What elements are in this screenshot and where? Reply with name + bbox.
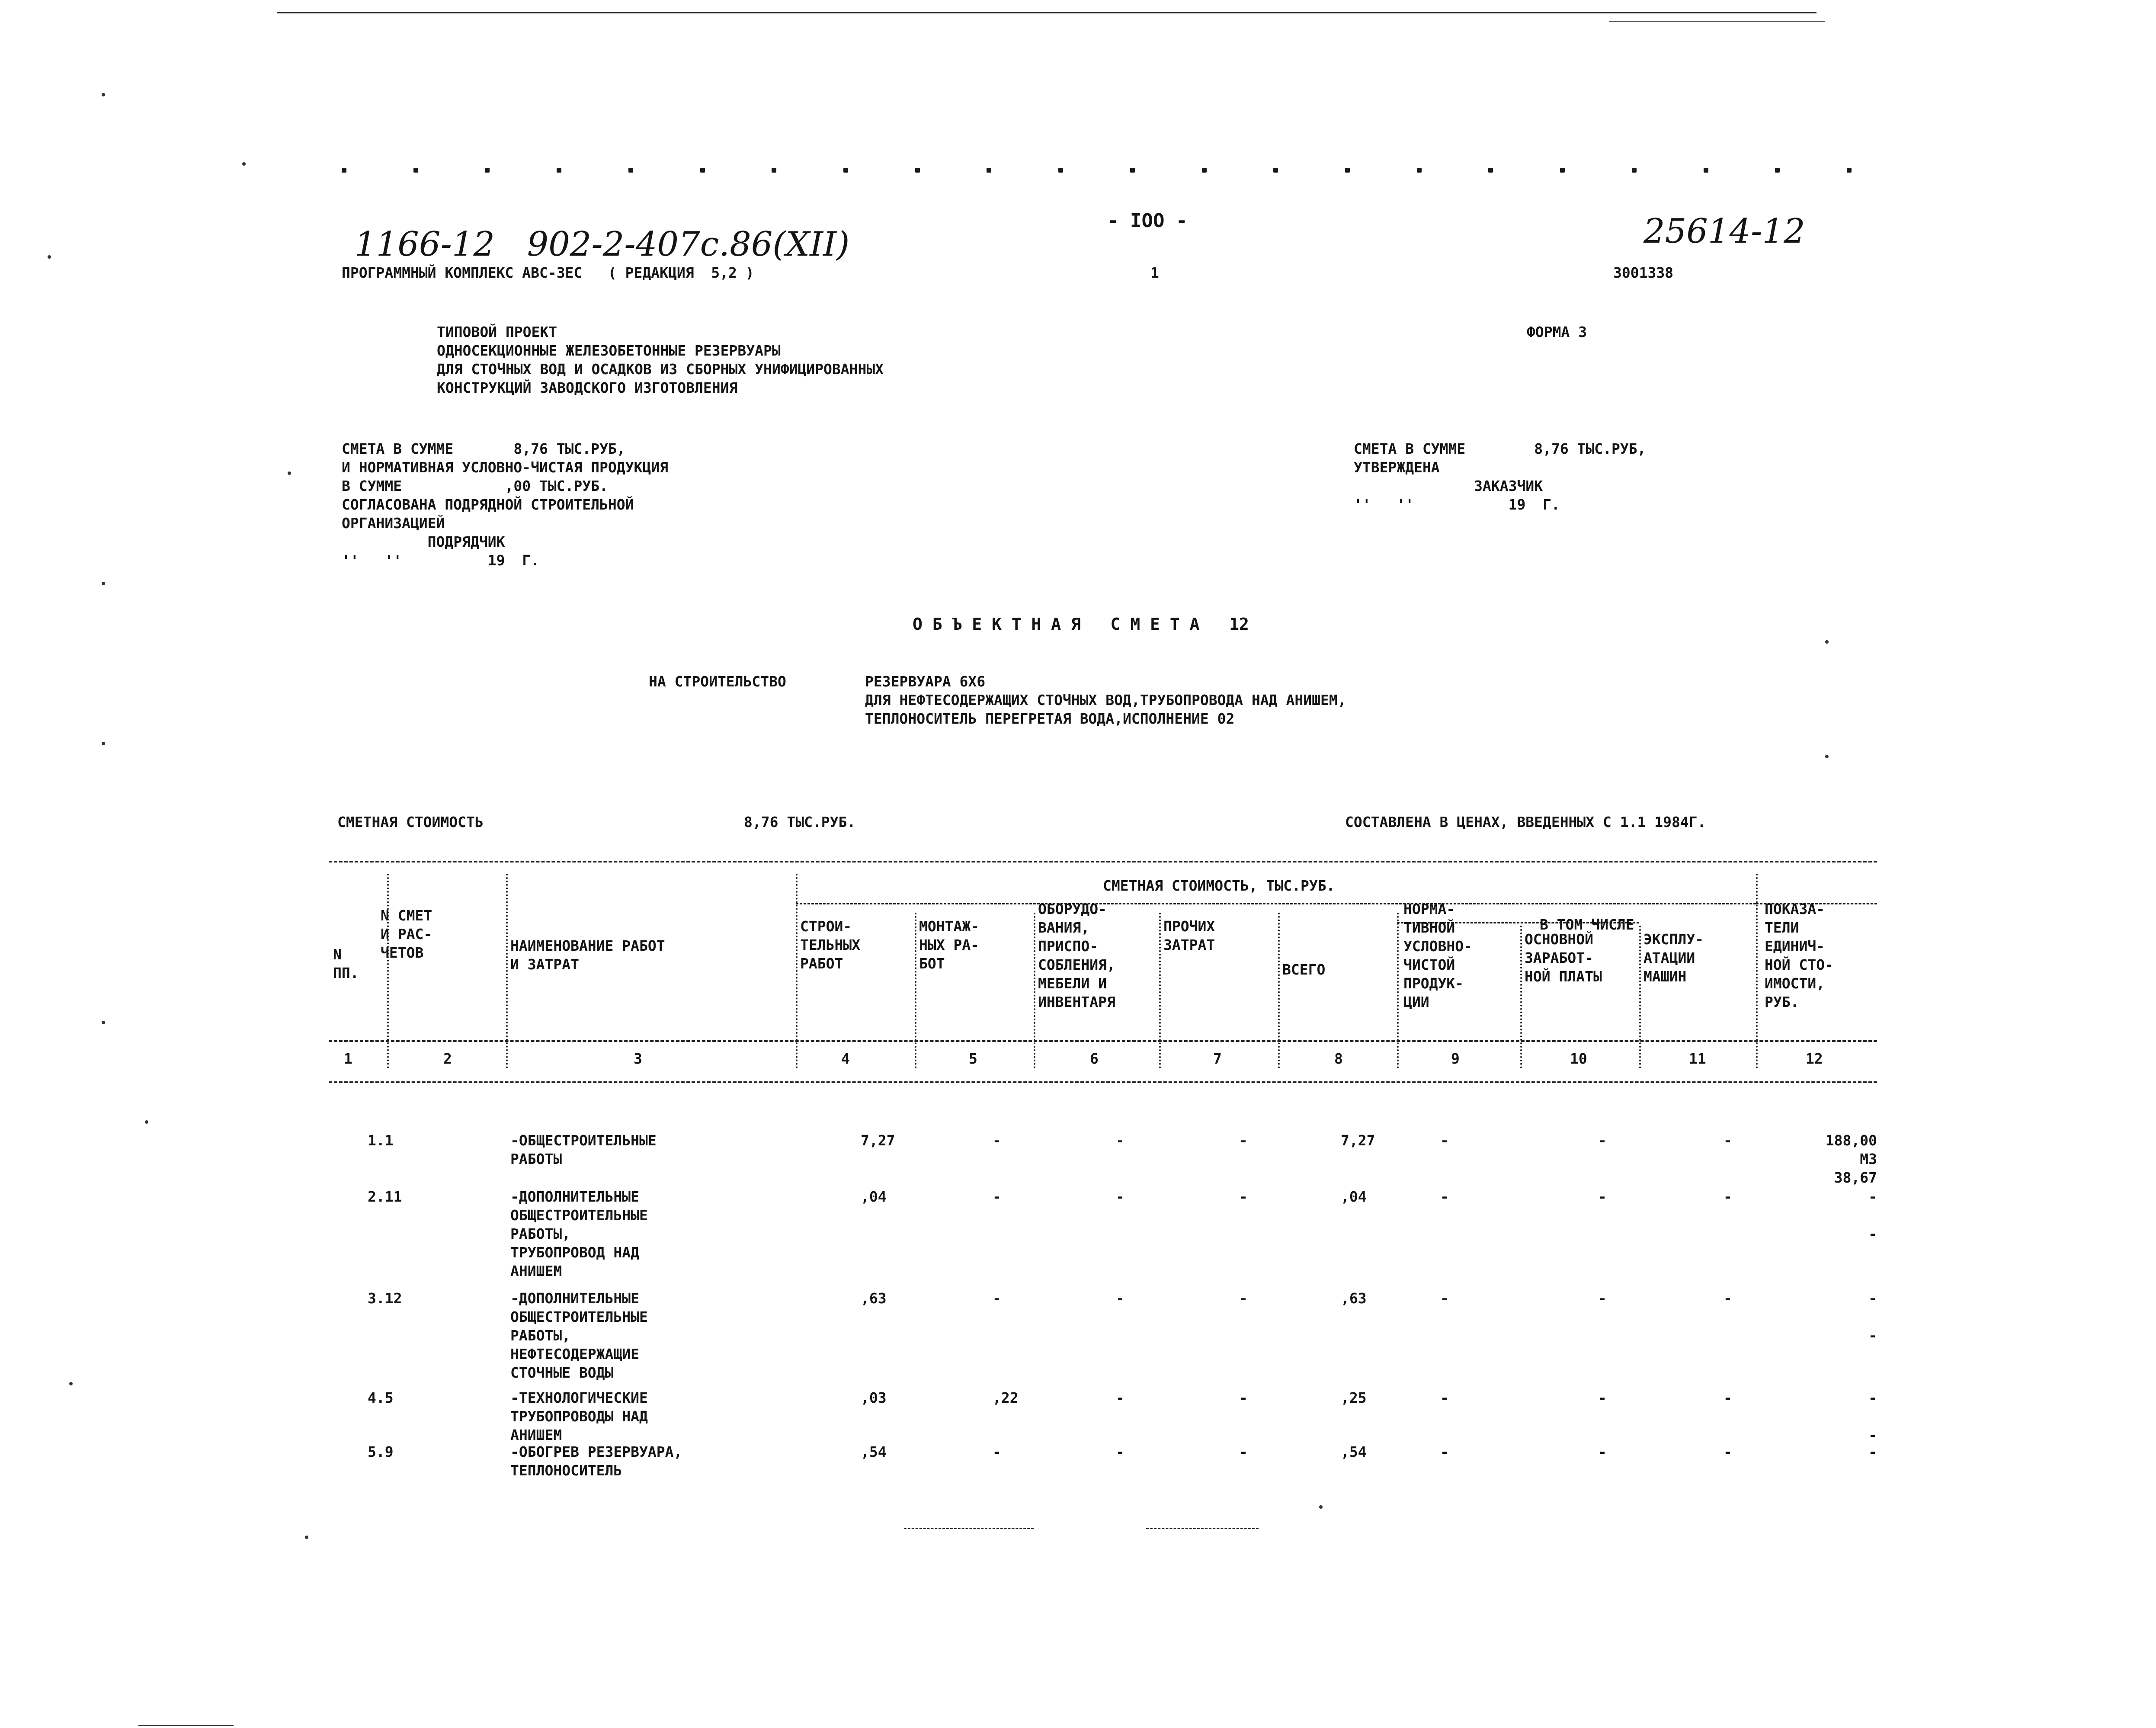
column-header: ОБОРУДО- ВАНИЯ, ПРИСПО- СОБЛЕНИЯ, МЕБЕЛИ И ИНВЕНТАРЯ bbox=[1038, 901, 1115, 1010]
document-title: О Б Ъ Е К Т Н А Я С М Е Т А 12 bbox=[913, 615, 1249, 634]
scan-speck bbox=[288, 471, 291, 475]
footer-mark bbox=[1146, 1528, 1259, 1529]
row-calc-number: 1.1 bbox=[368, 1132, 394, 1149]
perforation-dot bbox=[1345, 168, 1350, 173]
row-work-name: -ДОПОЛНИТЕЛЬНЫЕ ОБЩЕСТРОИТЕЛЬНЫЕ РАБОТЫ, ТРУБОПРОВОД НАД АНИШЕМ bbox=[510, 1188, 648, 1279]
column-header: ПРОЧИХ ЗАТРАТ bbox=[1163, 918, 1215, 953]
column-number: 1 bbox=[344, 1050, 352, 1067]
row-work-name: -ТЕХНОЛОГИЧЕСКИЕ ТРУБОПРОВОДЫ НАД АНИШЕМ bbox=[510, 1389, 648, 1443]
column-header: МОНТАЖ- НЫХ РА- БОТ bbox=[919, 918, 980, 972]
column-header: ЭКСПЛУ- АТАЦИИ МАШИН bbox=[1643, 931, 1704, 985]
column-header: ПОКАЗА- ТЕЛИ ЕДИНИЧ- НОЙ СТО- ИМОСТИ, РУБ. bbox=[1765, 901, 1833, 1010]
row-equipment-cost: - bbox=[1116, 1290, 1124, 1307]
project-line: ДЛЯ СТОЧНЫХ ВОД И ОСАДКОВ ИЗ СБОРНЫХ УНИФИЦИРОВАННЫХ bbox=[437, 361, 884, 378]
row-total-cost: 7,27 bbox=[1341, 1132, 1375, 1149]
left-block-line: В СУММЕ ,00 ТЫС.РУБ. bbox=[342, 478, 608, 494]
perforation-dot bbox=[557, 168, 561, 173]
row-building-cost: ,63 bbox=[861, 1290, 887, 1307]
left-block-line: '' '' 19 Г. bbox=[342, 552, 539, 569]
row-unit-indicator: - - bbox=[1868, 1290, 1877, 1344]
row-equipment-cost: - bbox=[1116, 1389, 1124, 1406]
perforation-dot bbox=[987, 168, 991, 173]
scan-speck bbox=[102, 1021, 105, 1024]
column-number: 6 bbox=[1090, 1050, 1099, 1067]
row-total-cost: ,25 bbox=[1341, 1389, 1367, 1406]
subtitle-line: РЕЗЕРВУАРА 6Х6 bbox=[865, 673, 986, 690]
column-header: НАИМЕНОВАНИЕ РАБОТ И ЗАТРАТ bbox=[510, 937, 665, 973]
perforation-dot bbox=[485, 168, 490, 173]
row-unit-indicator: - - bbox=[1868, 1389, 1877, 1443]
column-number: 9 bbox=[1451, 1050, 1460, 1067]
project-line: ОДНОСЕКЦИОННЫЕ ЖЕЛЕЗОБЕТОННЫЕ РЕЗЕРВУАРЫ bbox=[437, 342, 781, 359]
scan-speck bbox=[1825, 640, 1829, 644]
left-block-line: И НОРМАТИВНАЯ УСЛОВНО-ЧИСТАЯ ПРОДУКЦИЯ bbox=[342, 459, 668, 476]
row-machine-operation: - bbox=[1724, 1290, 1732, 1307]
subtitle-line: ДЛЯ НЕФТЕСОДЕРЖАЩИХ СТОЧНЫХ ВОД,ТРУБОПРОВОДА НАД АНИШЕМ, bbox=[865, 692, 1346, 709]
row-machine-operation: - bbox=[1724, 1132, 1732, 1149]
row-base-wage: - bbox=[1598, 1132, 1607, 1149]
column-number: 5 bbox=[969, 1050, 977, 1067]
right-block-line: '' '' 19 Г. bbox=[1354, 496, 1560, 513]
handwritten-left-code: 1166-12 902-2-407c.86(XII) bbox=[355, 225, 850, 264]
row-calc-number: 5.9 bbox=[368, 1443, 394, 1460]
perforation-dot bbox=[1488, 168, 1493, 173]
right-block-line: СМЕТА В СУММЕ 8,76 ТЫС.РУБ, bbox=[1354, 440, 1646, 457]
row-unit-indicator: - - bbox=[1868, 1188, 1877, 1242]
row-mounting-cost: - bbox=[993, 1290, 1001, 1307]
column-number: 11 bbox=[1689, 1050, 1706, 1067]
right-block-line: ЗАКАЗЧИК bbox=[1354, 478, 1543, 494]
row-machine-operation: - bbox=[1724, 1443, 1732, 1460]
column-header: СТРОИ- ТЕЛЬНЫХ РАБОТ bbox=[800, 918, 861, 972]
scan-speck bbox=[102, 582, 105, 585]
row-building-cost: 7,27 bbox=[861, 1132, 895, 1149]
scan-speck bbox=[242, 162, 246, 166]
row-work-name: -ДОПОЛНИТЕЛЬНЫЕ ОБЩЕСТРОИТЕЛЬНЫЕ РАБОТЫ, НЕФТЕСОДЕРЖАЩИЕ СТОЧНЫЕ ВОДЫ bbox=[510, 1290, 648, 1381]
cost-label: СМЕТНАЯ СТОИМОСТЬ bbox=[337, 814, 484, 830]
column-header: N СМЕТ И РАС- ЧЕТОВ bbox=[381, 907, 432, 961]
row-mounting-cost: - bbox=[993, 1443, 1001, 1460]
row-total-cost: ,04 bbox=[1341, 1188, 1367, 1205]
scan-speck bbox=[102, 93, 105, 96]
perforation-dot bbox=[1847, 168, 1852, 173]
row-norm-production: - bbox=[1440, 1443, 1449, 1460]
scan-speck bbox=[102, 742, 105, 745]
column-header: НОРМА- ТИВНОЙ УСЛОВНО- ЧИСТОЙ ПРОДУК- ЦИИ bbox=[1403, 901, 1472, 1010]
perforation-dot bbox=[1632, 168, 1637, 173]
perforation-dot bbox=[1775, 168, 1780, 173]
column-separator bbox=[387, 874, 394, 1068]
row-calc-number: 2.11 bbox=[368, 1188, 402, 1205]
table-rule-group bbox=[796, 903, 1756, 904]
column-number: 12 bbox=[1806, 1050, 1823, 1067]
row-calc-number: 3.12 bbox=[368, 1290, 402, 1307]
row-building-cost: ,54 bbox=[861, 1443, 887, 1460]
row-other-cost: - bbox=[1239, 1132, 1248, 1149]
perforation-dot bbox=[1273, 168, 1278, 173]
row-norm-production: - bbox=[1440, 1188, 1449, 1205]
bottom-rule bbox=[138, 1725, 234, 1726]
perforation-dot bbox=[772, 168, 776, 173]
row-other-cost: - bbox=[1239, 1188, 1248, 1205]
top-rule-right bbox=[1609, 21, 1825, 22]
sheet-number: 1 bbox=[1150, 264, 1159, 281]
row-other-cost: - bbox=[1239, 1389, 1248, 1406]
perforation-dot bbox=[700, 168, 705, 173]
row-calc-number: 4.5 bbox=[368, 1389, 394, 1406]
row-work-name: -ОБОГРЕВ РЕЗЕРВУАРА, ТЕПЛОНОСИТЕЛЬ bbox=[510, 1443, 682, 1479]
row-base-wage: - bbox=[1598, 1188, 1607, 1205]
row-other-cost: - bbox=[1239, 1290, 1248, 1307]
row-other-cost: - bbox=[1239, 1443, 1248, 1460]
row-equipment-cost: - bbox=[1116, 1188, 1124, 1205]
column-number: 8 bbox=[1334, 1050, 1343, 1067]
perforation-dot bbox=[1058, 168, 1063, 173]
perforation-dot bbox=[1704, 168, 1708, 173]
table-rule-top bbox=[329, 861, 1877, 862]
row-equipment-cost: - bbox=[1116, 1132, 1124, 1149]
doc-number: 3001338 bbox=[1613, 264, 1674, 281]
perforation-dots bbox=[342, 164, 1860, 176]
scan-speck bbox=[1319, 1505, 1323, 1509]
perforation-dot bbox=[1202, 168, 1207, 173]
column-number: 4 bbox=[841, 1050, 850, 1067]
row-total-cost: ,54 bbox=[1341, 1443, 1367, 1460]
table-rule-numbers-bottom bbox=[329, 1081, 1877, 1083]
scan-speck bbox=[145, 1120, 148, 1124]
handwritten-right-code: 25614-12 bbox=[1643, 212, 1805, 251]
project-line: ТИПОВОЙ ПРОЕКТ bbox=[437, 324, 557, 340]
group-header: СМЕТНАЯ СТОИМОСТЬ, ТЫС.РУБ. bbox=[1103, 877, 1335, 894]
row-building-cost: ,04 bbox=[861, 1188, 887, 1205]
left-block-line: ПОДРЯДЧИК bbox=[342, 533, 505, 550]
row-mounting-cost: - bbox=[993, 1132, 1001, 1149]
scan-speck bbox=[1825, 755, 1829, 758]
perforation-dot bbox=[1417, 168, 1422, 173]
column-separator bbox=[1278, 913, 1285, 1068]
row-total-cost: ,63 bbox=[1341, 1290, 1367, 1307]
cost-value: 8,76 ТЫС.РУБ. bbox=[744, 814, 856, 830]
prices-note: СОСТАВЛЕНА В ЦЕНАХ, ВВЕДЕННЫХ С 1.1 1984Г. bbox=[1345, 814, 1706, 830]
left-block-line: ОРГАНИЗАЦИЕЙ bbox=[342, 515, 445, 532]
row-unit-indicator: - bbox=[1868, 1443, 1877, 1460]
subtitle-lead: НА СТРОИТЕЛЬСТВО bbox=[649, 673, 786, 690]
row-equipment-cost: - bbox=[1116, 1443, 1124, 1460]
row-base-wage: - bbox=[1598, 1443, 1607, 1460]
top-rule bbox=[277, 12, 1816, 13]
form-label: ФОРМА 3 bbox=[1527, 324, 1587, 340]
left-block-line: СОГЛАСОВАНА ПОДРЯДНОЙ СТРОИТЕЛЬНОЙ bbox=[342, 496, 634, 513]
perforation-dot bbox=[1130, 168, 1135, 173]
perforation-dot bbox=[1560, 168, 1565, 173]
column-number: 3 bbox=[634, 1050, 642, 1067]
column-separator bbox=[1397, 913, 1404, 1068]
column-number: 10 bbox=[1570, 1050, 1587, 1067]
row-mounting-cost: ,22 bbox=[993, 1389, 1019, 1406]
footer-mark bbox=[904, 1528, 1034, 1529]
column-header: ОСНОВНОЙ ЗАРАБОТ- НОЙ ПЛАТЫ bbox=[1525, 931, 1602, 985]
row-unit-indicator: 188,00 М3 38,67 bbox=[1825, 1132, 1877, 1186]
perforation-dot bbox=[413, 168, 418, 173]
row-machine-operation: - bbox=[1724, 1188, 1732, 1205]
row-base-wage: - bbox=[1598, 1290, 1607, 1307]
subgroup-header: В ТОМ ЧИСЛЕ bbox=[1540, 916, 1634, 933]
row-work-name: -ОБЩЕСТРОИТЕЛЬНЫЕ РАБОТЫ bbox=[510, 1132, 657, 1167]
column-number: 2 bbox=[443, 1050, 452, 1067]
column-number: 7 bbox=[1213, 1050, 1222, 1067]
perforation-dot bbox=[915, 168, 920, 173]
row-mounting-cost: - bbox=[993, 1188, 1001, 1205]
scan-speck bbox=[48, 255, 51, 259]
column-header: N ПП. bbox=[333, 946, 359, 981]
project-line: КОНСТРУКЦИЙ ЗАВОДСКОГО ИЗГОТОВЛЕНИЯ bbox=[437, 379, 738, 396]
page-number: - IOO - bbox=[1107, 210, 1188, 232]
perforation-dot bbox=[843, 168, 848, 173]
perforation-dot bbox=[628, 168, 633, 173]
right-block-line: УТВЕРЖДЕНА bbox=[1354, 459, 1440, 476]
row-norm-production: - bbox=[1440, 1132, 1449, 1149]
row-norm-production: - bbox=[1440, 1389, 1449, 1406]
column-separator bbox=[1756, 874, 1763, 1068]
scan-speck bbox=[305, 1536, 308, 1539]
program-line: ПРОГРАММНЫЙ КОМПЛЕКС АВС-3ЕС ( РЕДАКЦИЯ 5,2 ) bbox=[342, 264, 754, 281]
scan-speck bbox=[69, 1382, 73, 1385]
row-machine-operation: - bbox=[1724, 1389, 1732, 1406]
left-block-line: СМЕТА В СУММЕ 8,76 ТЫС.РУБ, bbox=[342, 440, 625, 457]
row-base-wage: - bbox=[1598, 1389, 1607, 1406]
row-building-cost: ,03 bbox=[861, 1389, 887, 1406]
perforation-dot bbox=[342, 168, 346, 173]
column-header: ВСЕГО bbox=[1282, 961, 1326, 978]
row-norm-production: - bbox=[1440, 1290, 1449, 1307]
subtitle-line: ТЕПЛОНОСИТЕЛЬ ПЕРЕГРЕТАЯ ВОДА,ИСПОЛНЕНИЕ 02 bbox=[865, 710, 1235, 727]
